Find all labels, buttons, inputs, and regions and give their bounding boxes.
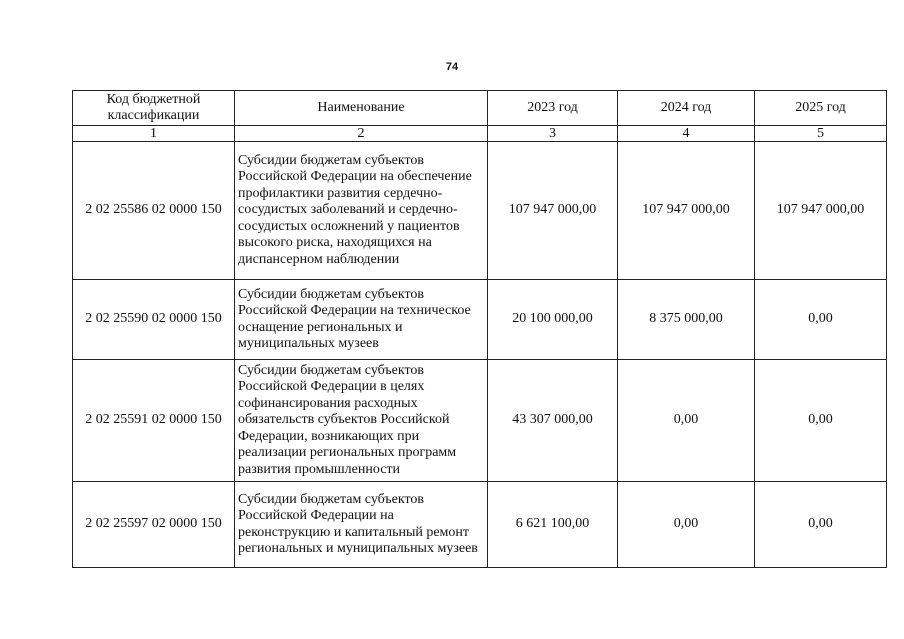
value-2023-cell: 20 100 000,00 [488, 280, 618, 360]
budget-code-cell: 2 02 25597 02 0000 150 [73, 482, 235, 568]
value-2025-cell: 0,00 [755, 482, 887, 568]
value-2023-cell: 43 307 000,00 [488, 360, 618, 482]
column-number-row [73, 126, 887, 142]
column-number: 1 [73, 126, 235, 142]
column-number: 4 [618, 126, 755, 142]
table-row [73, 280, 887, 360]
table-row [73, 482, 887, 568]
column-number: 5 [755, 126, 887, 142]
budget-code-cell: 2 02 25586 02 0000 150 [73, 142, 235, 280]
column-number: 3 [488, 126, 618, 142]
budget-revenue-table [72, 90, 887, 568]
value-2025-cell: 0,00 [755, 360, 887, 482]
table-header-row [73, 91, 887, 126]
value-2025-cell: 107 947 000,00 [755, 142, 887, 280]
page-number: 74 [445, 61, 459, 73]
header-2025: 2025 год [755, 91, 887, 126]
name-cell: Субсидии бюджетам субъектов Российской Федерации на реконструкцию и капитальный ремонт региональных и муниципальных музеев [235, 482, 488, 568]
header-2023: 2023 год [488, 91, 618, 126]
name-cell: Субсидии бюджетам субъектов Российской Федерации в целях софинансирования расходных обязательств субъектов Российской Федерации, возникающих при реализации региональных программ развития промышленности [235, 360, 488, 482]
value-2023-cell: 107 947 000,00 [488, 142, 618, 280]
value-2024-cell: 107 947 000,00 [618, 142, 755, 280]
column-number: 2 [235, 126, 488, 142]
name-cell: Субсидии бюджетам субъектов Российской Федерации на техническое оснащение региональных и муниципальных музеев [235, 280, 488, 360]
table-row [73, 360, 887, 482]
header-code: Код бюджетной классификации [73, 91, 235, 126]
name-cell: Субсидии бюджетам субъектов Российской Федерации на обеспечение профилактики развития сердечно-сосудистых заболеваний и сердечно-сосудистых осложнений у пациентов высокого риска, находящихся на диспансерном наблюдении [235, 142, 488, 280]
header-2024: 2024 год [618, 91, 755, 126]
value-2024-cell: 0,00 [618, 360, 755, 482]
value-2024-cell: 0,00 [618, 482, 755, 568]
value-2024-cell: 8 375 000,00 [618, 280, 755, 360]
value-2023-cell: 6 621 100,00 [488, 482, 618, 568]
value-2025-cell: 0,00 [755, 280, 887, 360]
budget-code-cell: 2 02 25591 02 0000 150 [73, 360, 235, 482]
table-row [73, 142, 887, 280]
header-name: Наименование [235, 91, 488, 126]
budget-code-cell: 2 02 25590 02 0000 150 [73, 280, 235, 360]
